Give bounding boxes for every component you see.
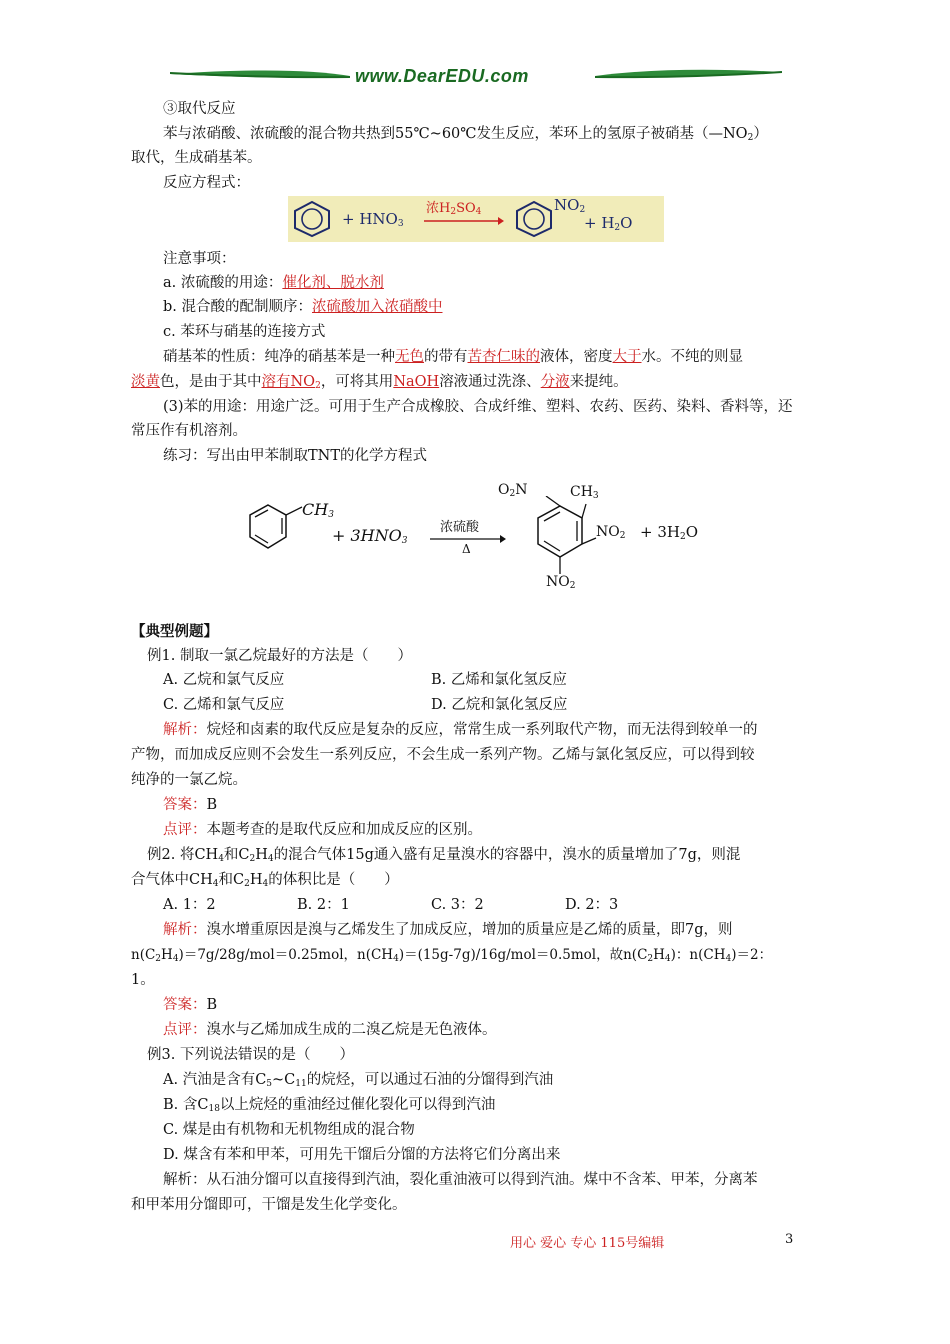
option-b: B. 含$C_{18}$以上烷烃的重油经过催化裂化可以得到汽油 bbox=[163, 1097, 496, 1114]
option-d: D. 2：3 bbox=[565, 897, 619, 913]
question-2-cont: 合气体中$CH_4$和$C_2H_4$的体积比是（ ） bbox=[131, 872, 399, 889]
tnt-equation bbox=[240, 478, 710, 598]
question-1: 例1. 制取一氯乙烷最好的方法是（ ） bbox=[147, 648, 412, 664]
note-c: c. 苯环与硝基的连接方式 bbox=[163, 324, 326, 340]
exercise-prompt: 练习：写出由甲苯制取TNT的化学方程式 bbox=[163, 448, 428, 464]
analysis-line: 解析：溴水增重原因是溴与乙烯发生了加成反应，增加的质量应是乙烯的质量，即7g，则 bbox=[163, 922, 733, 938]
question-3: 例3. 下列说法错误的是（ ） bbox=[147, 1047, 354, 1063]
condition-top: 浓硫酸 bbox=[440, 520, 480, 535]
benzene-ring-icon bbox=[292, 200, 332, 238]
analysis-line: 1。 bbox=[131, 972, 155, 988]
option-a: A. 汽油是含有$C_5\sim C_{11}$的烷烃，可以通过石油的分馏得到汽油 bbox=[163, 1072, 554, 1089]
option-b: B. 2：1 bbox=[297, 897, 350, 913]
option-c: C. 乙烯和氯气反应 bbox=[163, 697, 285, 713]
toluene-ring-icon bbox=[246, 502, 308, 552]
nitration-equation bbox=[288, 196, 664, 242]
reagent-3hno3: + $3HNO_3$ bbox=[332, 526, 408, 546]
nitro-group-label: $NO_2$ bbox=[554, 196, 586, 215]
notes-label: 注意事项： bbox=[163, 251, 236, 267]
option-a: A. 乙烷和氯气反应 bbox=[163, 672, 285, 688]
paragraph-line: 苯与浓硝酸、浓硫酸的混合物共热到55℃~60℃发生反应，苯环上的氢原子被硝基$(—NO_2)$ bbox=[163, 126, 768, 143]
nitro-group-topleft: $O_2N$ bbox=[498, 482, 528, 499]
note-b: b. 混合酸的配制顺序：浓硫酸加入浓硝酸中 bbox=[163, 299, 443, 315]
option-b: B. 乙烯和氯化氢反应 bbox=[431, 672, 567, 688]
analysis-line: 产物，而加成反应则不会发生一系列反应，不会生成一系列产物。乙烯与氯化氢反应，可以得到较 bbox=[131, 747, 755, 763]
analysis-line: 解析：从石油分馏可以直接得到汽油，裂化重油液可以得到汽油。煤中不含苯、甲苯，分离苯 bbox=[163, 1172, 758, 1188]
water-product: + $3H_2O$ bbox=[640, 523, 699, 542]
option-d: D. 煤含有苯和甲苯，可用先干馏后分馏的方法将它们分离出来 bbox=[163, 1147, 561, 1163]
analysis-line: 解析：烷烃和卤素的取代反应是复杂的反应，常常生成一系列取代产物，而无法得到较单一的 bbox=[163, 722, 758, 738]
comment-line: 点评：溴水与乙烯加成生成的二溴乙烷是无色液体。 bbox=[163, 1022, 497, 1038]
uses-line: 常压作有机溶剂。 bbox=[131, 423, 247, 439]
footer-slogan: 用心 爱心 专心 115号编辑 bbox=[510, 1236, 665, 1251]
analysis-line: 纯净的一氯乙烷。 bbox=[131, 772, 247, 788]
note-a-answer: 催化剂、脱水剂 bbox=[282, 275, 384, 291]
tnt-ring-icon bbox=[522, 496, 600, 576]
analysis-line: 和甲苯用分馏即可，干馏是发生化学变化。 bbox=[131, 1197, 407, 1213]
note-a: a. 浓硫酸的用途：催化剂、脱水剂 bbox=[163, 275, 384, 291]
analysis-line: $n(C_2H_4)=7g/28g/mol=0.25mol$，$n(CH_4)=(15g-7g)/16g/mol=0.5mol$，故$n(C_2H_4)$：$n(CH_4)=2$： bbox=[131, 947, 773, 964]
catalyst-label: 浓$H_2SO_4$ bbox=[426, 201, 482, 217]
comment-line: 点评：本题考查的是取代反应和加成反应的区别。 bbox=[163, 822, 482, 838]
property-line: 硝基苯的性质：纯净的硝基苯是一种无色的带有苦杏仁味的液体，密度大于水。不纯的则显 bbox=[163, 349, 743, 365]
option-c: C. 煤是由有机物和无机物组成的混合物 bbox=[163, 1122, 415, 1138]
paragraph-line: 取代，生成硝基苯。 bbox=[131, 150, 262, 166]
nitro-group-bottom: $NO_2$ bbox=[546, 574, 576, 591]
answer-line: 答案：B bbox=[163, 997, 218, 1013]
option-c: C. 3：2 bbox=[431, 897, 484, 913]
question-2: 例2. 将$CH_4$和$C_2H_4$的混合气体15g通入盛有足量溴水的容器中，溴水的质量增加了7g，则混 bbox=[147, 847, 741, 864]
nitrobenzene-ring-icon bbox=[514, 200, 554, 238]
option-d: D. 乙烷和氯化氢反应 bbox=[431, 697, 568, 713]
condition-bottom: Δ bbox=[462, 542, 471, 556]
property-line: 淡黄色，是由于其中溶有$NO_2$，可将其用NaOH溶液通过洗涤、分液来提纯。 bbox=[131, 374, 628, 391]
note-b-answer: 浓硫酸加入浓硝酸中 bbox=[312, 299, 443, 315]
methyl-label: $CH_3$ bbox=[302, 500, 334, 520]
answer-line: 答案：B bbox=[163, 797, 218, 813]
reagent-hno3: + $HNO_3$ bbox=[342, 210, 404, 229]
site-logo-text: www.DearEDU.com bbox=[355, 66, 529, 86]
nitro-group-right: $NO_2$ bbox=[596, 524, 626, 541]
water-product: + $H_2O$ bbox=[584, 214, 633, 233]
page-number: 3 bbox=[785, 1232, 794, 1247]
reaction-arrow-icon bbox=[424, 216, 504, 226]
option-a: A. 1：2 bbox=[163, 897, 216, 913]
uses-line: (3)苯的用途：用途广泛。可用于生产合成橡胶、合成纤维、塑料、农药、医药、染料、香料等，还 bbox=[163, 399, 793, 415]
methyl-group: $CH_3$ bbox=[570, 484, 599, 501]
examples-heading: 【典型例题】 bbox=[131, 623, 218, 640]
section-title: ③取代反应 bbox=[163, 101, 236, 117]
equation-label: 反应方程式： bbox=[163, 175, 250, 191]
